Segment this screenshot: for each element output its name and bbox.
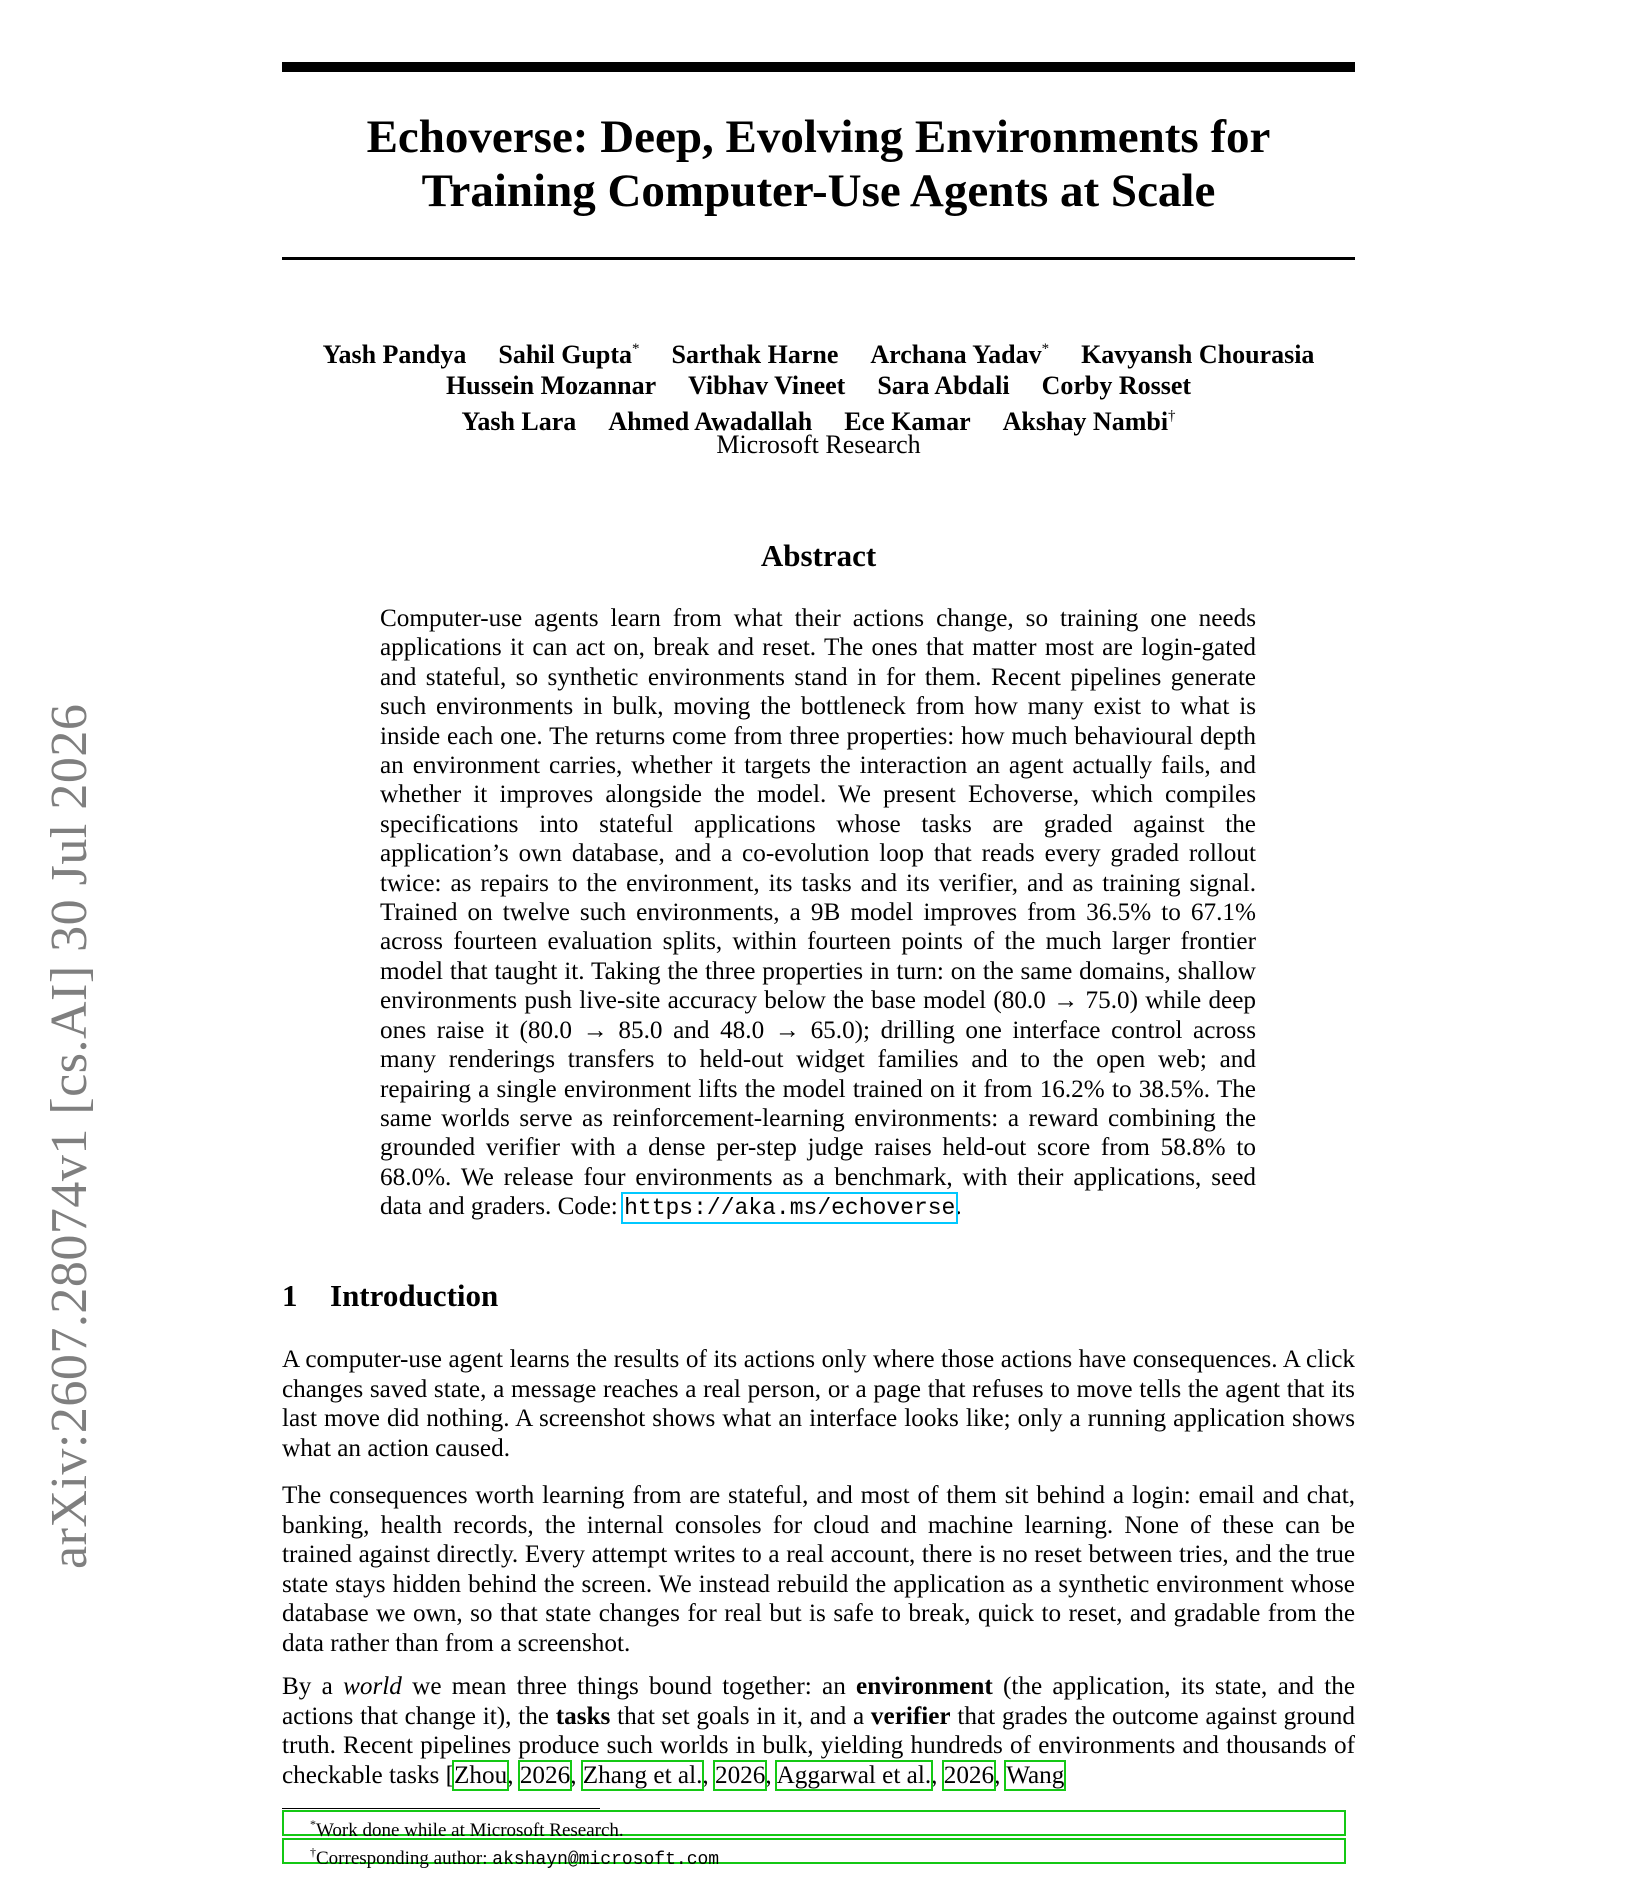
title-bottom-rule <box>282 257 1355 260</box>
abstract-heading: Abstract <box>760 538 877 573</box>
section-heading-introduction <box>282 1277 498 1315</box>
author: Sarthak Harne <box>671 340 839 369</box>
section-number: 1 <box>282 1278 298 1313</box>
title-line-1: Echoverse: Deep, Evolving Environments for <box>366 111 1271 163</box>
author: Kavyansh Chourasia <box>1081 340 1315 369</box>
author-row-1 <box>282 334 1355 370</box>
author: Yash Lara <box>461 407 577 436</box>
corresponding-author-mark: † <box>1168 408 1176 424</box>
footnote-mark: * <box>310 1817 316 1831</box>
author: Sara Abdali <box>877 371 1010 400</box>
citation-link[interactable]: Wang <box>1006 1761 1065 1789</box>
footnote-1[interactable]: *Work done while at Microsoft Research. <box>282 1810 1346 1836</box>
section-title: Introduction <box>330 1278 499 1313</box>
abstract-text: Computer-use agents learn from what their actions change, so training one needs applications it can act on, break and reset. The ones that matter most are login-gated and stateful, so synthetic environments stand in for them. Recent pipelines generate such environments in bulk, moving the bottleneck from how many exist to what is inside each one. The returns come from three properties: how much behavioural depth an environment carries, whether it targets the interaction an agent actually fails, and whether it improves alongside the model. We present Echoverse, which compiles specifications into stateful applications whose tasks are graded against the application’s own database, and a co-evolution loop that reads every graded rollout twice: as repairs to the environment, its tasks and its verifier, and as training signal. Trained on twelve such environments, a 9B model improves from 36.5% to 67.1% across fourteen evaluation splits, within fourteen points of the much larger frontier model that taught it. Taking the three properties in turn: on the same domains, shallow environments push live-site accuracy below the base model (80.0 → 75.0) while deep ones raise it (80.0 → 85.0 and 48.0 → 65.0); drilling one interface control across many renderings transfers to held-out widget families and to the open web; and repairing a single environment lifts the model trained on it from 16.2% to 38.5%. The same worlds serve as reinforcement-learning environments: a reward combining the grounded verifier with a dense per-step judge raises held-out score from 58.8% to 68.0%. We release four environments as a benchmark, with their applications, seed data and graders. Code: https://aka.ms/echoverse. <box>380 605 1256 1222</box>
footnote-2[interactable]: †Corresponding author: akshayn@microsoft.com <box>282 1838 1346 1864</box>
equal-contribution-mark: * <box>1041 341 1050 357</box>
term-environment: environment <box>856 1673 993 1700</box>
arxiv-identifier-text: arXiv:2607.28074v1 [cs.AI] 30 Jul 2026 <box>41 703 98 1569</box>
author: Corby Rosset <box>1041 371 1192 400</box>
citation-link[interactable]: Aggarwal et al. <box>776 1761 932 1789</box>
author: Akshay Nambi† <box>1002 407 1176 436</box>
term-tasks: tasks <box>555 1702 611 1730</box>
author-list <box>282 334 1355 437</box>
intro-paragraph-3: By a world we mean three things bound together: an environment (the application, its state, and the actions that change it), the tasks that set goals in it, and a verifier that grades the outcome against ground truth. Recent pipelines produce such worlds in bulk, yielding hundreds of environments and thousands of checkable tasks [Zhou, 2026, Zhang et al., 2026, Aggarwal et al., 2026, Wang <box>282 1673 1356 1789</box>
paper-title <box>282 110 1355 218</box>
citation-link[interactable]: Zhang et al. <box>582 1761 703 1789</box>
author-row-2 <box>282 370 1355 401</box>
author: Yash Pandya <box>322 340 467 369</box>
intro-paragraph-2: The consequences worth learning from are stateful, and most of them sit behind a login: email and chat, banking, health records, the internal consoles for cloud and machine learning. None of these can be trained against directly. Every attempt writes to a real account, there is no reset between tries, and the true state stays hidden behind the screen. We instead rebuild the application as a synthetic environment whose database we own, so that state changes for real but is safe to break, quick to reset, and gradable from the data rather than from a screenshot. <box>282 1482 1355 1657</box>
citation-link[interactable]: Zhou <box>454 1761 508 1789</box>
citation-link[interactable]: 2026 <box>943 1761 995 1789</box>
term-verifier: verifier <box>870 1702 951 1730</box>
footnote-rule <box>282 1808 600 1809</box>
author: Ece Kamar <box>844 407 971 436</box>
author: Ahmed Awadallah <box>608 407 813 436</box>
citation-link[interactable]: 2026 <box>519 1761 571 1789</box>
affiliation: Microsoft Research <box>716 430 921 459</box>
title-top-rule <box>282 62 1355 72</box>
author: Archana Yadav* <box>870 340 1050 369</box>
corresponding-email: akshayn@microsoft.com <box>492 1850 720 1870</box>
author: Sahil Gupta* <box>498 340 640 369</box>
author: Hussein Mozannar <box>445 371 657 400</box>
footnote-mark: † <box>310 1845 316 1859</box>
title-line-2: Training Computer-Use Agents at Scale <box>421 165 1216 217</box>
code-url-link[interactable]: https://aka.ms/echoverse <box>624 1195 956 1222</box>
term-world: world <box>343 1673 402 1700</box>
intro-paragraph-1: A computer-use agent learns the results of its actions only where those actions have consequences. A click changes saved state, a message reaches a real person, or a page that refuses to move tells the agent that its last move did nothing. A screenshot shows what an interface looks like; only a running application shows what an action caused. <box>282 1346 1355 1462</box>
citation-link[interactable]: 2026 <box>714 1761 766 1789</box>
author: Vibhav Vineet <box>688 371 846 400</box>
equal-contribution-mark: * <box>632 341 640 357</box>
